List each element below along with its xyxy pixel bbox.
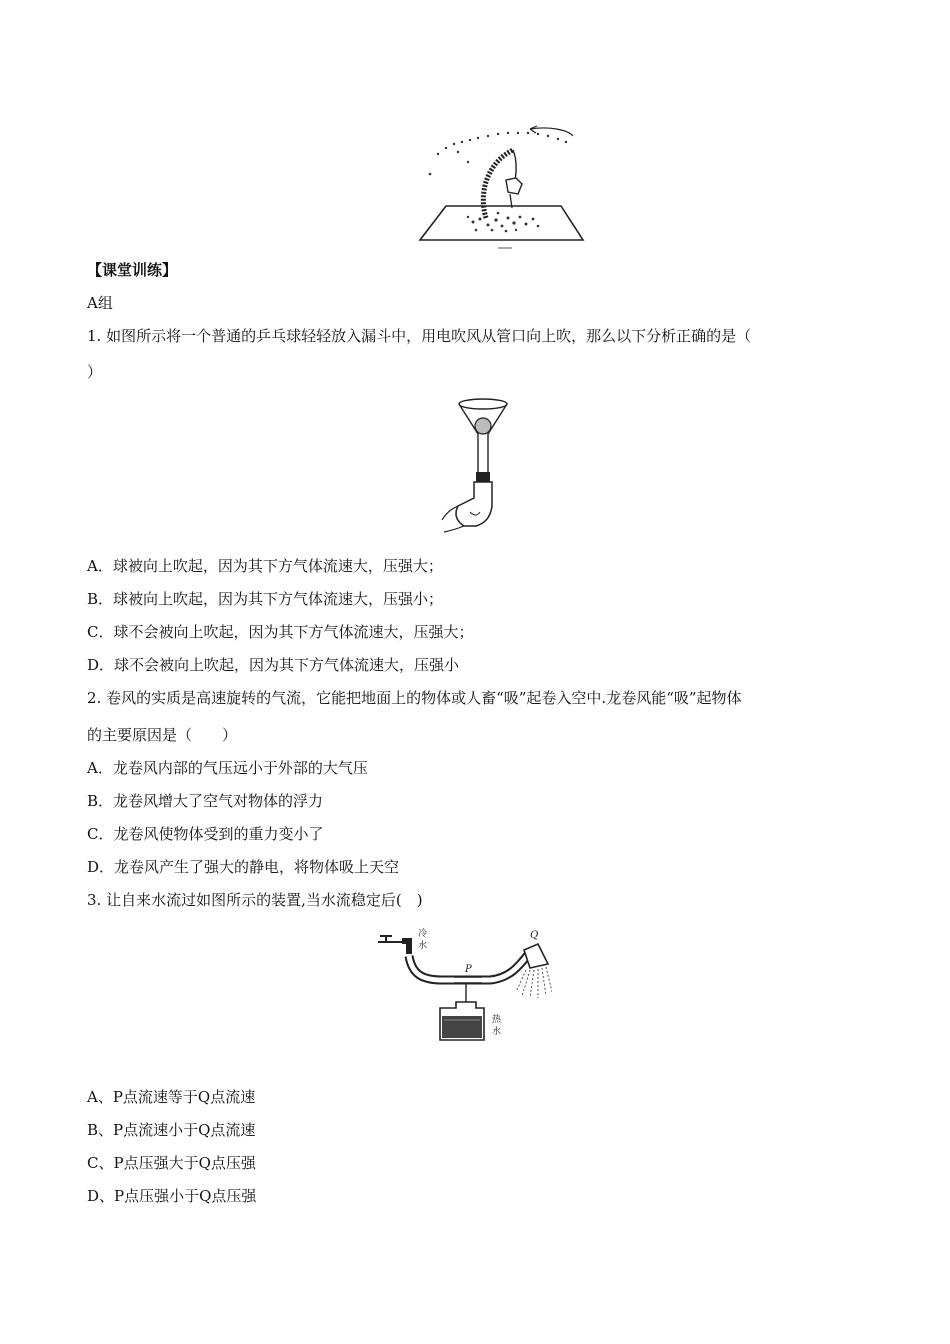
- cold-water-char-1: 冷: [418, 929, 428, 939]
- question-2-stem-end: 的主要原因是（ ）: [87, 726, 238, 744]
- question-3-stem: 3. 让自来水流过如图所示的装置,当水流稳定后( ): [87, 891, 423, 909]
- question-1-option-d: D．球不会被向上吹起，因为其下方气体流速大，压强小: [87, 656, 460, 674]
- question-2-option-b: B．龙卷风增大了空气对物体的浮力: [87, 792, 324, 810]
- water-flow-device-figure: [372, 922, 552, 1046]
- question-1-stem: 1. 如图所示将一个普通的乒乓球轻轻放入漏斗中，用电吹风从管口向上吹，那么以下分析正确的是（: [87, 327, 752, 345]
- cold-water-char-2: 水: [418, 941, 428, 951]
- funnel-hairdryer-figure: [440, 394, 520, 536]
- group-label: A组: [87, 294, 113, 312]
- question-3-option-c: C、P点压强大于Q点压强: [87, 1154, 256, 1172]
- hot-water-char-1: 热: [492, 1015, 502, 1025]
- hot-water-char-2: 水: [492, 1027, 502, 1037]
- tornado-demo-figure: [418, 122, 590, 252]
- question-2-option-a: A．龙卷风内部的气压远小于外部的大气压: [87, 759, 368, 777]
- question-3-option-b: B、P点流速小于Q点流速: [87, 1121, 256, 1139]
- question-2-stem: 2. 卷风的实质是高速旋转的气流，它能把地面上的物体或人畜“吸”起卷入空中.龙卷风能“吸”起物体: [87, 689, 742, 707]
- question-1-option-c: C．球不会被向上吹起，因为其下方气体流速大，压强大；: [87, 623, 474, 641]
- question-3-option-a: A、P点流速等于Q点流速: [87, 1088, 256, 1106]
- question-2-option-d: D．龙卷风产生了强大的静电，将物体吸上天空: [87, 858, 400, 876]
- question-1-option-b: B．球被向上吹起，因为其下方气体流速大，压强小；: [87, 590, 444, 608]
- question-3-option-d: D、P点压强小于Q点压强: [87, 1187, 257, 1205]
- question-1-stem-end: ）: [87, 363, 103, 381]
- question-2-option-c: C．龙卷风使物体受到的重力变小了: [87, 825, 324, 843]
- point-p-label: P: [465, 964, 472, 975]
- question-1-option-a: A．球被向上吹起，因为其下方气体流速大，压强大；: [87, 557, 443, 575]
- section-heading: 【课堂训练】: [87, 261, 178, 279]
- point-q-label: Q: [530, 930, 539, 941]
